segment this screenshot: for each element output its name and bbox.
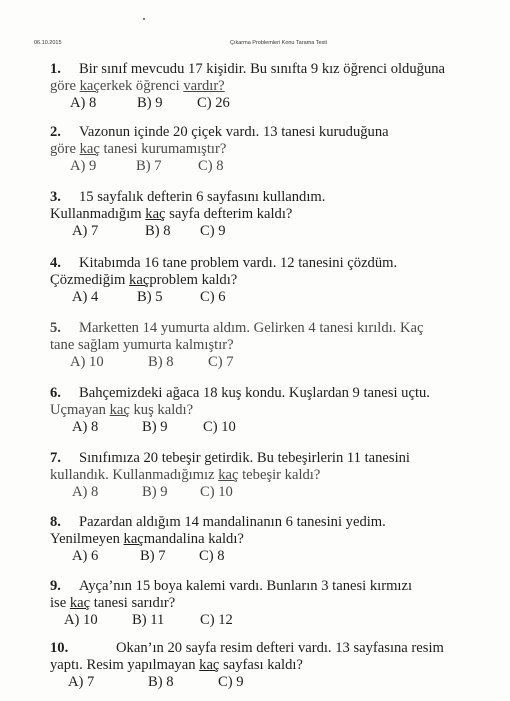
question-10	[50, 640, 495, 691]
question-text-line2: göre	[50, 141, 80, 157]
answer-options	[70, 548, 495, 565]
answer-options	[70, 354, 495, 371]
question-4	[50, 255, 495, 306]
option-a[interactable]: A) 8	[72, 484, 99, 500]
question-number: 8.	[50, 514, 61, 530]
option-a[interactable]: A) 7	[72, 223, 99, 239]
answer-options	[70, 484, 495, 501]
question-text-line1: Bir sınıf mevcudu 17 kişidir. Bu sınıfta 9 kız öğrenci olduğuna	[79, 61, 446, 77]
option-c[interactable]: C) 10	[200, 484, 233, 500]
page-bottom-edge	[0, 693, 510, 701]
question-text-line2-end: tebeşir kaldı?	[238, 467, 321, 483]
question-text-line1: Okan’ın 20 sayfa resim defteri vardı. 13 sayfasına resim	[116, 640, 444, 656]
option-c[interactable]: C) 7	[208, 354, 234, 370]
option-b[interactable]: B) 7	[140, 548, 166, 564]
question-text-line2-end: problem kaldı?	[149, 272, 238, 288]
question-3	[50, 189, 495, 240]
option-b[interactable]: B) 9	[142, 419, 168, 435]
question-text-line2-end: sayfa defterim kaldı?	[165, 206, 293, 222]
option-c[interactable]: C) 10	[203, 419, 236, 435]
question-number: 5.	[50, 320, 61, 336]
question-keyword: kaç	[69, 595, 91, 611]
question-text-line2: Uçmayan	[50, 402, 110, 418]
option-c[interactable]: C) 9	[200, 223, 226, 239]
answer-options	[70, 158, 495, 175]
question-keyword: kaç	[129, 272, 150, 288]
question-9	[50, 578, 495, 629]
question-text-line2-end: tanesi kurumamıştır?	[99, 141, 227, 157]
question-text-line2-end: kuş kaldı?	[129, 402, 194, 418]
question-keyword: kaç	[123, 531, 144, 547]
question-text-line1: Marketten 14 yumurta aldım. Gelirken 4 tanesi kırıldı. Kaç	[79, 320, 424, 336]
question-text-line2: yaptı. Resim yapılmayan	[50, 657, 200, 673]
question-text-line2: Yenilmeyen	[50, 531, 124, 547]
option-b[interactable]: B) 5	[137, 289, 163, 305]
answer-options	[70, 289, 495, 306]
question-text-line2: Çözmediğim	[50, 272, 130, 288]
question-text-line1: Pazardan aldığım 14 mandalinanın 6 tanesini yedim.	[79, 514, 386, 530]
option-b[interactable]: B) 8	[145, 223, 171, 239]
question-keyword-2: vardır?	[183, 78, 225, 94]
question-text-line2-end: tanesi sarıdır?	[90, 595, 176, 611]
option-b[interactable]: B) 11	[132, 612, 165, 628]
question-5	[50, 320, 495, 371]
question-text-line2: Kullanmadığım	[50, 206, 146, 222]
question-keyword: kaç	[79, 141, 100, 157]
header-title: Çıkarma Problemleri Konu Tarama Testi	[230, 40, 328, 46]
question-text-line1: Vazonun içinde 20 çiçek vardı. 13 tanesi kuruduğuna	[79, 124, 389, 140]
question-number: 9.	[50, 578, 61, 594]
option-a[interactable]: A) 10	[70, 354, 104, 370]
question-text-line1: Bahçemizdeki ağaca 18 kuş kondu. Kuşlardan 9 tanesi uçtu.	[79, 385, 430, 401]
question-8	[50, 514, 495, 565]
option-c[interactable]: C) 9	[218, 674, 244, 690]
question-keyword: kaç	[79, 78, 100, 94]
question-7	[50, 450, 495, 501]
answer-options	[70, 674, 495, 691]
option-a[interactable]: A) 8	[70, 95, 97, 111]
option-b[interactable]: B) 8	[148, 354, 174, 370]
question-text-line2: kullandık. Kullanmadığımız	[50, 467, 219, 483]
answer-options	[70, 223, 495, 240]
option-b[interactable]: B) 9	[137, 95, 163, 111]
option-c[interactable]: C) 8	[199, 548, 225, 564]
option-a[interactable]: A) 4	[72, 289, 99, 305]
option-a[interactable]: A) 9	[70, 158, 97, 174]
question-text-line2: tane sağlam yumurta kalmıştır?	[50, 337, 234, 353]
question-text-line2-end: sayfası kaldı?	[219, 657, 303, 673]
question-number: 4.	[50, 255, 61, 271]
question-number: 2.	[50, 124, 61, 140]
question-text-line2: ise	[50, 595, 70, 611]
answer-options	[70, 419, 495, 436]
question-keyword: kaç	[218, 467, 239, 483]
option-b[interactable]: B) 7	[136, 158, 162, 174]
question-text-line2-mid: erkek öğrenci	[99, 78, 184, 94]
answer-options	[70, 95, 495, 112]
question-text-line1: 15 sayfalık defterin 6 sayfasını kullandım.	[79, 189, 326, 205]
question-keyword: kaç	[145, 206, 166, 222]
option-c[interactable]: C) 12	[200, 612, 233, 628]
option-c[interactable]: C) 6	[200, 289, 226, 305]
question-6	[50, 385, 495, 436]
question-keyword: kaç	[109, 402, 130, 418]
option-b[interactable]: B) 9	[142, 484, 168, 500]
question-text-line1: Sınıfımıza 20 tebeşir getirdik. Bu tebeşirlerin 11 tanesini	[79, 450, 410, 466]
question-number: 3.	[50, 189, 61, 205]
question-text-line2-end: mandalina kaldı?	[143, 531, 244, 547]
question-text-line2: göre	[50, 78, 80, 94]
option-c[interactable]: C) 8	[198, 158, 224, 174]
question-text-line1: Ayça’nın 15 boya kalemi vardı. Bunların 3 tanesi kırmızı	[79, 578, 413, 594]
question-number: 7.	[50, 450, 61, 466]
question-number: 6.	[50, 385, 61, 401]
option-a[interactable]: A) 7	[68, 674, 95, 690]
question-2	[50, 124, 495, 175]
answer-options	[64, 612, 495, 629]
option-a[interactable]: A) 8	[72, 419, 99, 435]
question-number: 10.	[50, 640, 69, 656]
question-text-line1: Kitabımda 16 tane problem vardı. 12 tanesini çözdüm.	[79, 255, 398, 271]
option-b[interactable]: B) 8	[148, 674, 174, 690]
question-keyword: kaç	[199, 657, 220, 673]
option-a[interactable]: A) 10	[64, 612, 98, 628]
option-a[interactable]: A) 6	[72, 548, 99, 564]
question-1	[50, 61, 495, 112]
header-date: 06.10.2015	[34, 40, 62, 46]
option-c[interactable]: C) 26	[197, 95, 230, 111]
question-number: 1.	[50, 61, 61, 77]
scan-speck	[143, 18, 145, 20]
